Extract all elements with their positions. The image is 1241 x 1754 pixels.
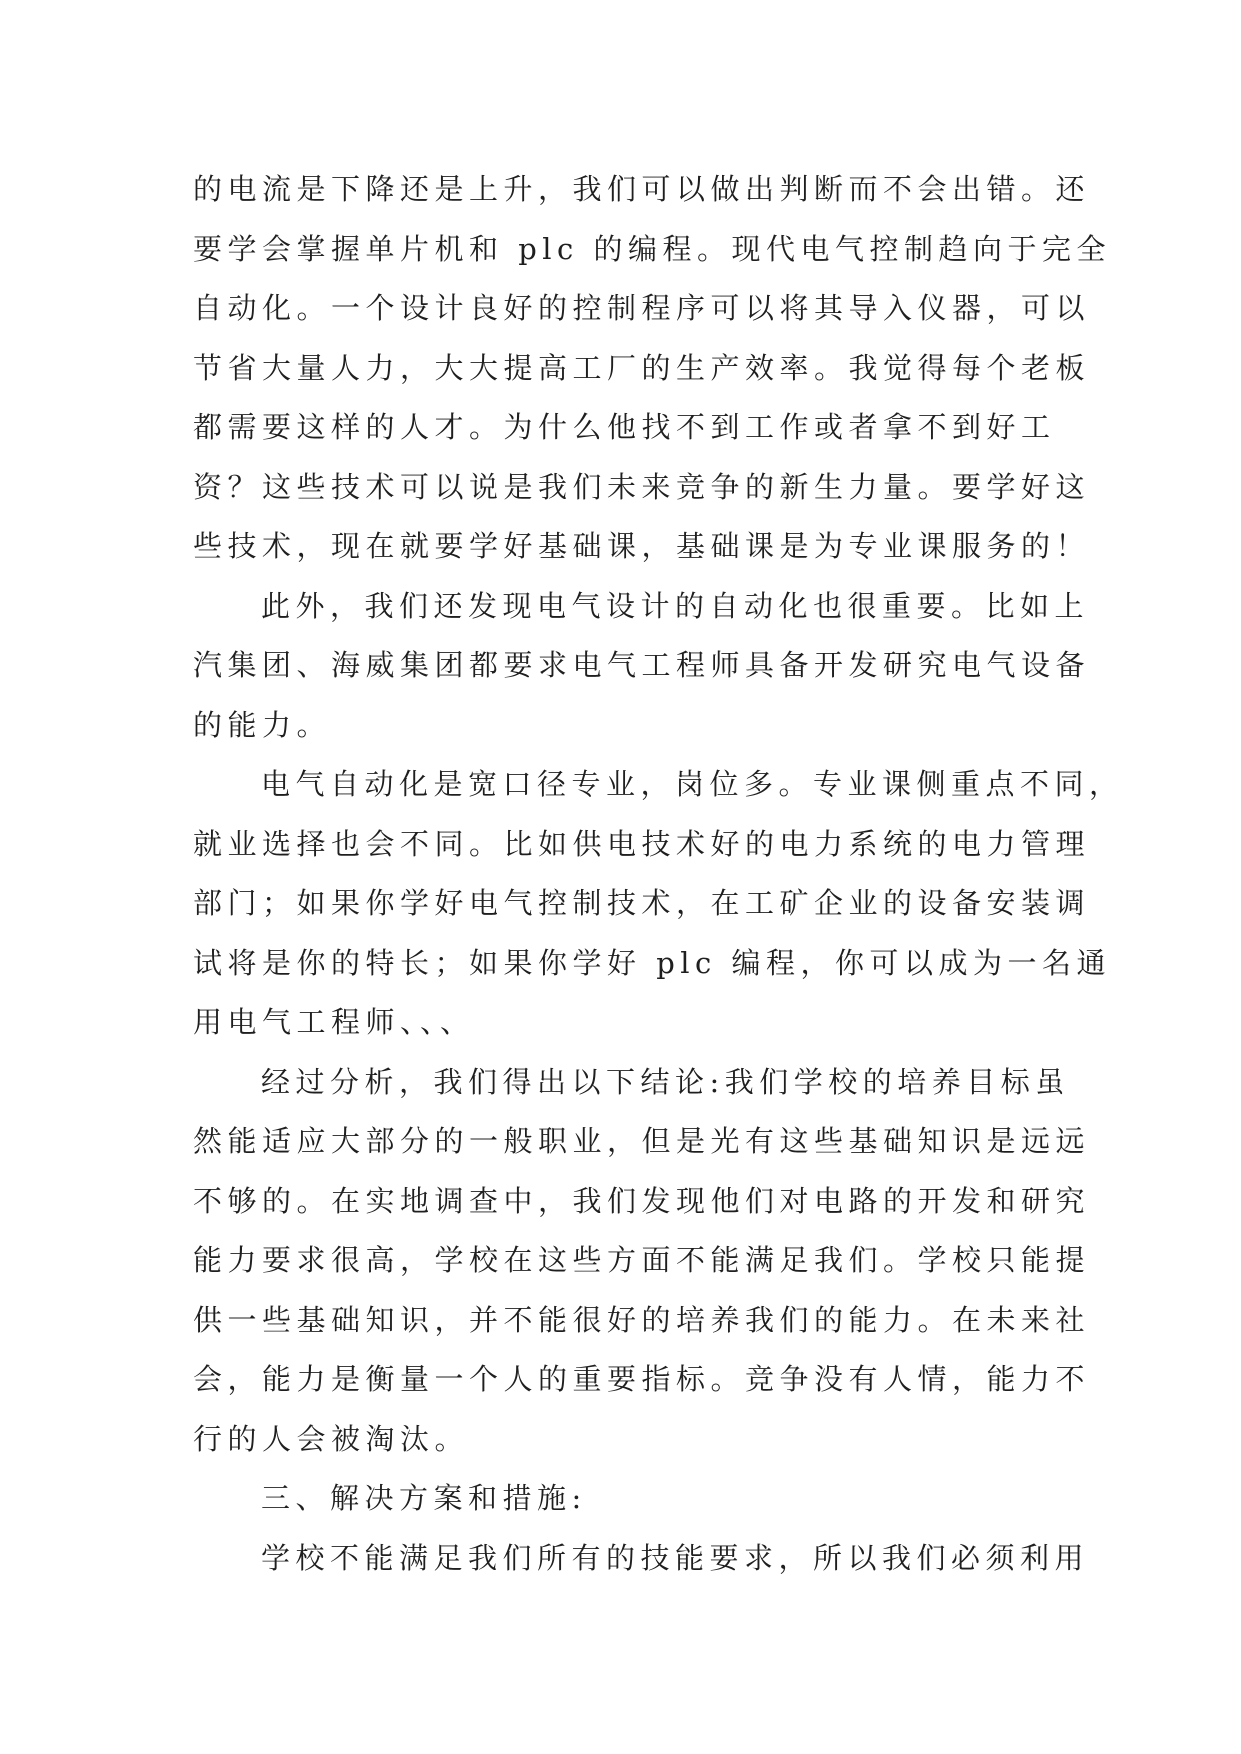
text-line: 不够的。在实地调查中，我们发现他们对电路的开发和研究	[193, 1183, 1091, 1218]
text-line: 此外，我们还发现电气设计的自动化也很重要。比如上	[261, 588, 1090, 623]
text-line: 试将是你的特长；如果你学好 plc 编程，你可以成为一名通	[193, 945, 1112, 980]
text-line: 会，能力是衡量一个人的重要指标。竞争没有人情，能力不	[193, 1362, 1091, 1396]
text-line: 资？这些技术可以说是我们未来竞争的新生力量。要学好这	[193, 469, 1091, 504]
text-line: 然能适应大部分的一般职业，但是光有这些基础知识是远远	[193, 1124, 1091, 1158]
text-line: 经过分析，我们得出以下结论:我们学校的培养目标虽	[261, 1064, 1070, 1099]
text-line: 些技术，现在就要学好基础课，基础课是为专业课服务的！	[193, 529, 1091, 563]
text-line: 能力要求很高，学校在这些方面不能满足我们。学校只能提	[193, 1243, 1091, 1277]
text-line: 自动化。一个设计良好的控制程序可以将其导入仪器，可以	[193, 291, 1091, 325]
text-line: 都需要这样的人才。为什么他找不到工作或者拿不到好工	[193, 410, 1056, 444]
text-line: 部门；如果你学好电气控制技术，在工矿企业的设备安装调	[193, 886, 1091, 920]
document-body	[193, 160, 1124, 1588]
text-line: 节省大量人力，大大提高工厂的生产效率。我觉得每个老板	[193, 350, 1091, 385]
text-line: 行的人会被淘汰。	[193, 1421, 470, 1456]
text-line: 供一些基础知识，并不能很好的培养我们的能力。在未来社	[193, 1302, 1091, 1337]
text-line: 的能力。	[193, 707, 332, 742]
text-line: 就业选择也会不同。比如供电技术好的电力系统的电力管理	[193, 826, 1091, 861]
text-line: 电气自动化是宽口径专业，岗位多。专业课侧重点不同，	[261, 767, 1124, 801]
text-line: 学校不能满足我们所有的技能要求，所以我们必须利用	[261, 1540, 1090, 1575]
text-line: 三、解决方案和措施:	[261, 1481, 587, 1515]
text-line: 的电流是下降还是上升，我们可以做出判断而不会出错。还	[193, 172, 1091, 206]
text-line: 汽集团、海威集团都要求电气工程师具备开发研究电气设备	[193, 648, 1091, 682]
text-line: 用电气工程师、、、	[193, 1005, 475, 1039]
text-line: 要学会掌握单片机和 plc 的编程。现代电气控制趋向于完全	[193, 231, 1112, 266]
